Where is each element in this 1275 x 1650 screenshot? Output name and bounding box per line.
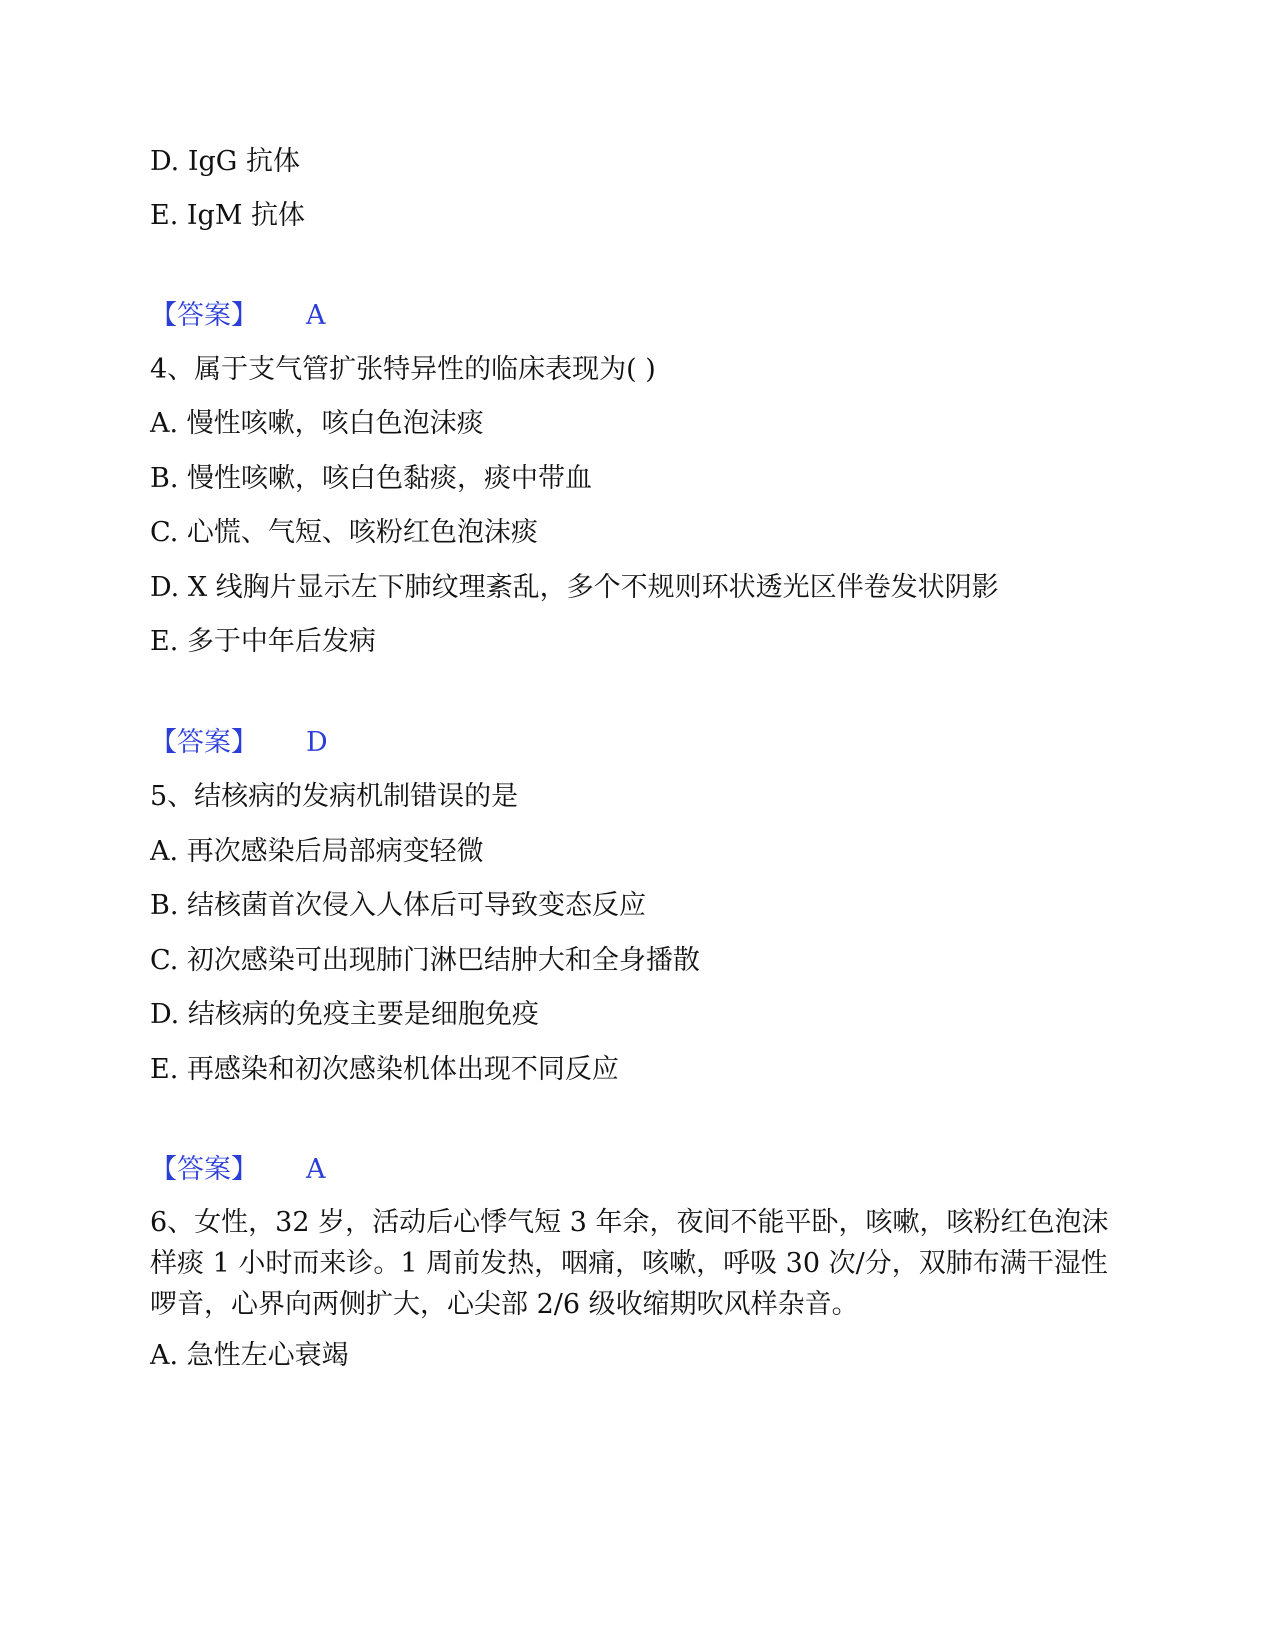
q4-option-e: E. 多于中年后发病 — [150, 626, 376, 657]
q5-option-c: C. 初次感染可出现肺门淋巴结肿大和全身播散 — [150, 945, 700, 976]
q5-answer — [150, 1152, 326, 1188]
answer-value: A — [306, 300, 326, 331]
answer-value: D — [306, 727, 328, 758]
q5-option-b: B. 结核菌首次侵入人体后可导致变态反应 — [150, 890, 647, 921]
q4-option-d: D. X 线胸片显示左下肺纹理紊乱，多个不规则环状透光区伴卷发状阴影 — [150, 572, 999, 603]
q5-stem: 5、结核病的发病机制错误的是 — [150, 781, 519, 812]
answer-label: 【答案】 — [150, 300, 258, 331]
q5-option-e: E. 再感染和初次感染机体出现不同反应 — [150, 1054, 619, 1085]
q3-answer — [150, 298, 326, 334]
q4-option-a: A. 慢性咳嗽，咳白色泡沫痰 — [150, 408, 484, 439]
q3-option-e: E. IgM 抗体 — [150, 200, 306, 231]
q6-option-a: A. 急性左心衰竭 — [150, 1340, 349, 1371]
q5-option-a: A. 再次感染后局部病变轻微 — [150, 836, 484, 867]
q5-option-d: D. 结核病的免疫主要是细胞免疫 — [150, 999, 539, 1030]
q3-option-d: D. IgG 抗体 — [150, 146, 300, 177]
q4-option-c: C. 心慌、气短、咳粉红色泡沫痰 — [150, 517, 538, 548]
answer-label: 【答案】 — [150, 1154, 258, 1185]
answer-value: A — [306, 1154, 326, 1185]
q6-stem: 6、女性，32 岁，活动后心悸气短 3 年余，夜间不能平卧，咳嗽，咳粉红色泡沫样痰 1 小时而来诊。1 周前发热，咽痛，咳嗽，呼吸 30 次/分，双肺布满干湿性啰音，心界向两侧扩大，心尖部 2/6 级收缩期吹风样杂音。 — [150, 1207, 1109, 1320]
q4-stem: 4、属于支气管扩张特异性的临床表现为( ) — [150, 354, 656, 385]
answer-label: 【答案】 — [150, 727, 258, 758]
q4-option-b: B. 慢性咳嗽，咳白色黏痰，痰中带血 — [150, 463, 593, 494]
q4-answer — [150, 725, 328, 761]
